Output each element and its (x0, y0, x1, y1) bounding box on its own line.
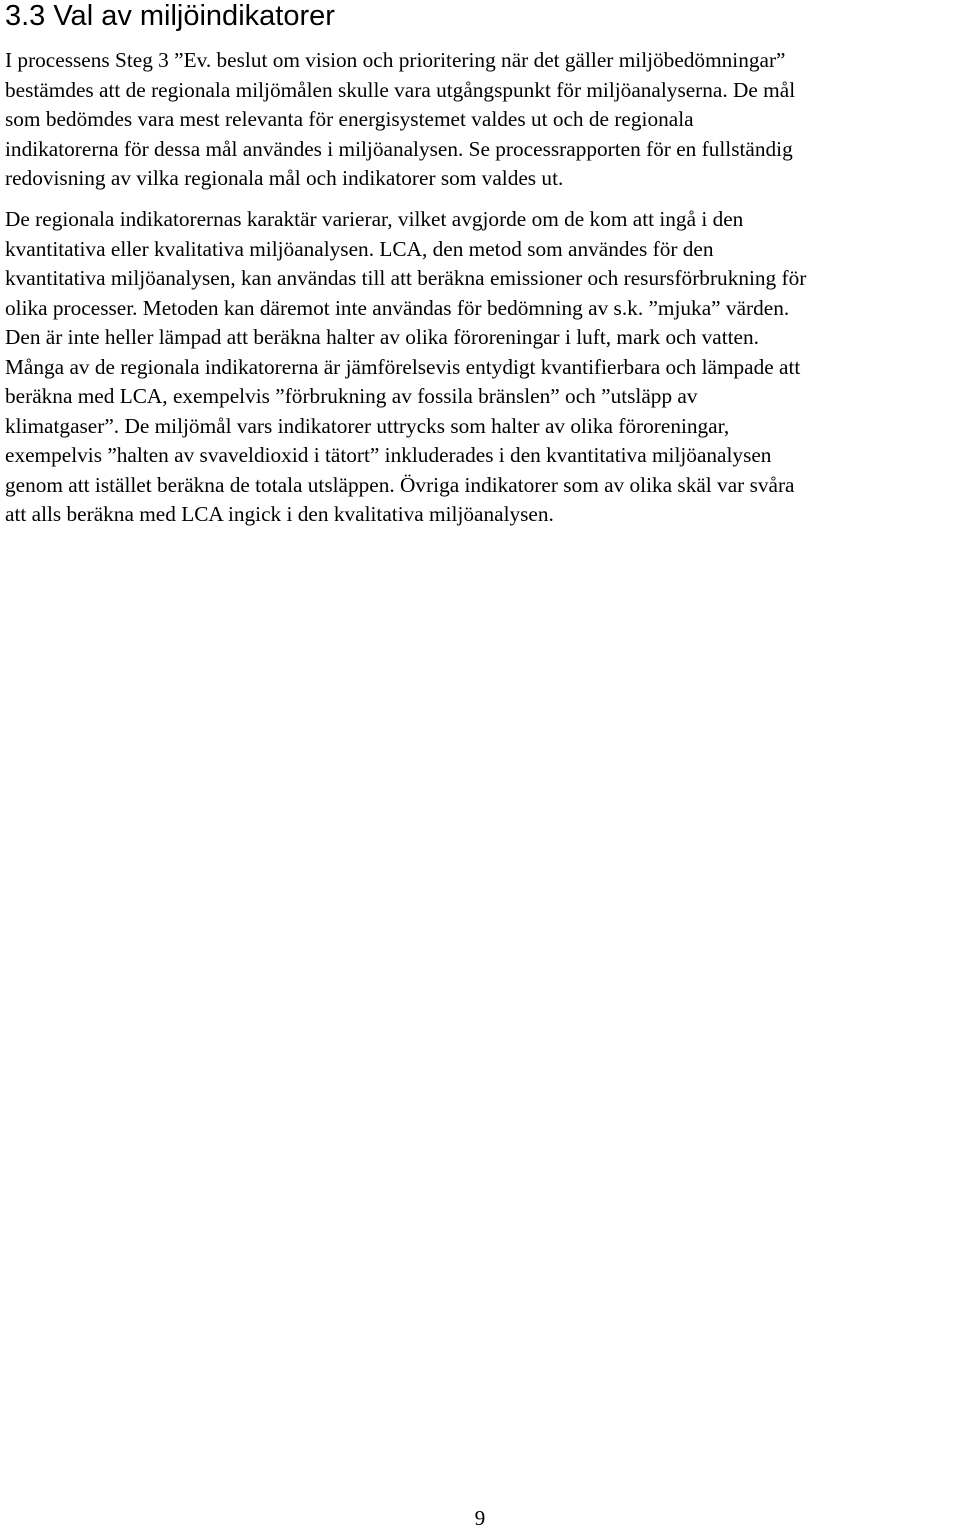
text-line: bestämdes att de regionala miljömålen skulle vara utgångspunkt för miljöanalyserna. De mål (5, 77, 796, 102)
text-line: olika processer. Metoden kan däremot inte användas för bedömning av s.k. ”mjuka” värden. (5, 295, 790, 320)
page-number: 9 (474, 1506, 486, 1530)
text-line: genom att istället beräkna de totala utsläppen. Övriga indikatorer som av olika skäl var svåra (5, 472, 795, 497)
text-line: beräkna med LCA, exempelvis ”förbrukning av fossila bränslen” och ”utsläpp av (5, 384, 698, 408)
text-line: kvantitativa eller kvalitativa miljöanalysen. LCA, den metod som användes för den (5, 236, 714, 261)
text-line: Många av de regionala indikatorerna är jämförelsevis entydigt kvantifierbara och lämpade att (5, 354, 801, 379)
text-line: klimatgaser”. De miljömål vars indikatorer uttrycks som halter av olika föroreningar, (5, 413, 730, 438)
paragraph-indicators (5, 205, 960, 530)
paragraph-vision (5, 46, 960, 194)
section-heading: 3.3 Val av miljöindikatorer (5, 0, 335, 32)
text-line: exempelvis ”halten av svaveldioxid i tätort” inkluderades i den kvantitativa miljöanalysen (5, 443, 772, 467)
text-line: Den är inte heller lämpad att beräkna halter av olika föroreningar i luft, mark och vatten. (5, 325, 759, 349)
text-line: I processens Steg 3 ”Ev. beslut om vision och prioritering när det gäller miljöbedömningar” (5, 48, 786, 72)
text-line: redovisning av vilka regionala mål och indikatorer som valdes ut. (5, 166, 564, 190)
text-line: som bedömdes vara mest relevanta för energisystemet valdes ut och de regionala (5, 107, 694, 131)
text-line: kvantitativa miljöanalysen, kan användas till att beräkna emissioner och resursförbrukning för (5, 266, 807, 290)
text-line: De regionala indikatorernas karaktär varierar, vilket avgjorde om de kom att ingå i den (5, 207, 744, 231)
text-line: indikatorerna för dessa mål användes i miljöanalysen. Se processrapporten för en fullständig (5, 136, 793, 161)
text-line: att alls beräkna med LCA ingick i den kvalitativa miljöanalysen. (5, 502, 554, 526)
